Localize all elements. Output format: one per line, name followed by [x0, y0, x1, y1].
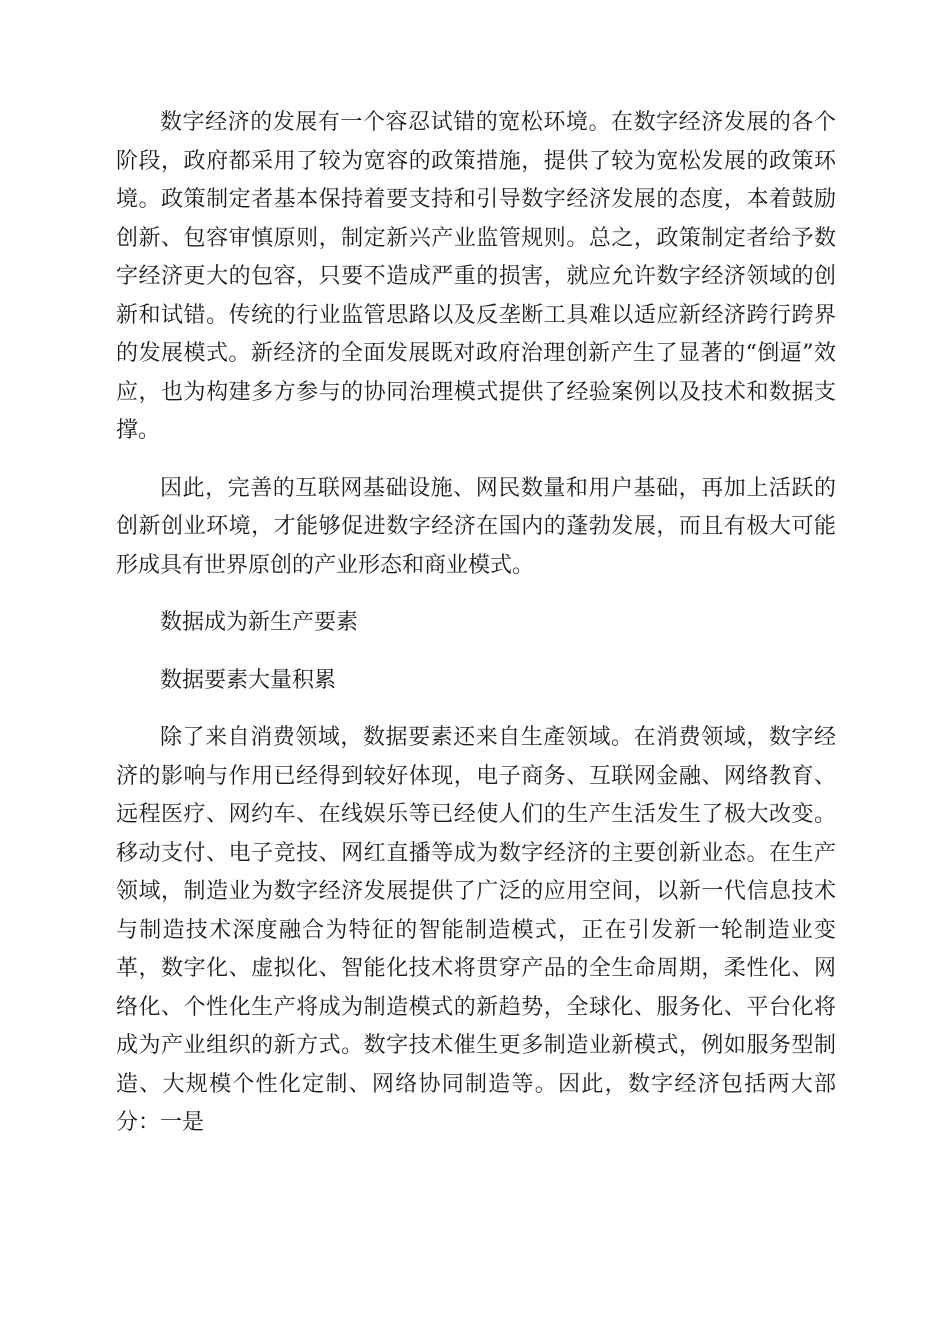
subsection-heading-data-accumulation: 数据要素大量积累 [160, 667, 337, 693]
paragraph-conclusion: 因此，完善的互联网基础设施、网民数量和用户基础，再加上活跃的创新创业环境，才能够促进数字经济在国内的蓬勃发展，而且有极大可能形成具有世界原创的产业形态和商业模式。 [116, 475, 836, 578]
paragraph-policy-environment: 数字经济的发展有一个容忍试错的宽松环境。在数字经济发展的各个阶段，政府都采用了较为宽容的政策措施，提供了较为宽松发展的政策环境。政策制定者基本保持着要支持和引导数字经济发展的态度，本着鼓励创新、包容审慎原则，制定新兴产业监管规则。总之，政策制定者给予数字经济更大的包容，只要不造成严重的损害，就应允许数字经济领域的创新和试错。传统的行业监管思路以及反垄断工具难以适应新经济跨行跨界的发展模式。新经济的全面发展既对政府治理创新产生了显著的“倒逼”效应，也为构建多方参与的协同治理模式提供了经验案例以及技术和数据支撑。 [116, 110, 836, 443]
paragraph-data-sources: 除了来自消费领域，数据要素还来自生產领域。在消费领域，数字经济的影响与作用已经得到较好体现，电子商务、互联网金融、网络教育、远程医疗、网约车、在线娱乐等已经使人们的生产生活发生了极大改变。移动支付、电子竞技、网红直播等成为数字经济的主要创新业态。在生产领域，制造业为数字经济发展提供了广泛的应用空间，以新一代信息技术与制造技术深度融合为特征的智能制造模式，正在引发新一轮制造业变革，数字化、虚拟化、智能化技术将贯穿产品的全生命周期，柔性化、网络化、个性化生产将成为制造模式的新趋势，全球化、服务化、平台化将成为产业组织的新方式。数字技术催生更多制造业新模式，例如服务型制造、大规模个性化定制、网络协同制造等。因此，数字经济包括两大部分：一是 [116, 725, 836, 1135]
document-body [116, 104, 836, 1162]
section-heading-data-factor: 数据成为新生产要素 [160, 610, 359, 635]
